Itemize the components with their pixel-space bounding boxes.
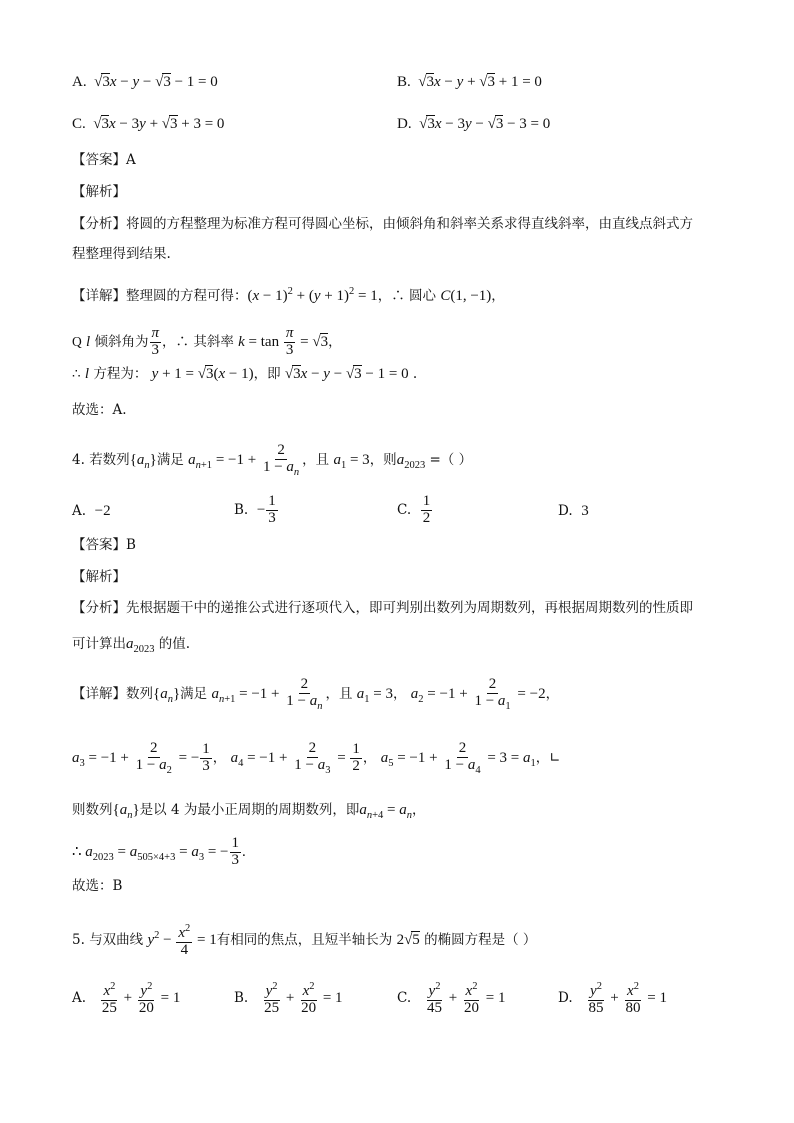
q4-option-a: A. −2 [72,503,111,519]
q4-option-c: C. $\frac{1}{2}$ [397,493,431,527]
l3-prefix: ∴ [72,366,81,382]
option-label: B. [234,502,249,518]
option-label: C. [72,116,86,132]
q3-option-c: C. √3x − 3y + √3 + 3 = 0 [72,116,225,132]
l2-text-2: ，∴ 其斜率 [162,334,234,350]
stem-part-2: 有相同的焦点，且短半轴长为 [216,932,393,948]
q4-choose: 故选：B [72,878,123,894]
xiangjie-tag: 【详解】 [72,288,126,304]
q4-answer [72,535,136,555]
xj-text-2: 满足 [180,686,208,702]
xj-text-1: 数列 [126,686,153,702]
q3-slope-line: Q l 倾斜角为 $\frac{\pi}{3}$ ，∴ 其斜率 k = tan $\frac{\pi}{3}$ = √3， [72,325,342,359]
q5-option-c: C. $\frac{y^2}{45}$ + $\frac{x^2}{20}$ = 1 [397,980,506,1016]
q4-period-line: 则数列$\{a_n\}$是以 4 为最小正周期的周期数列，即$a_{n+4} = a_n$， [72,802,426,821]
q3-option-b: B. √3x − y + √3 + 1 = 0 [397,74,542,90]
option-label: C. [397,990,412,1006]
q3-fenxi-line-2: 程整理得到结果. [72,246,171,262]
option-label: D. [558,503,573,519]
q4-option-b: B. − $\frac{1}{3}$ [234,493,276,527]
q3-answer [72,150,136,170]
stem-part-1: 与双曲线 [89,932,144,948]
fenxi-text: 将圆的方程整理为标准方程可得圆心坐标，由倾斜角和斜率关系求得直线斜率，由直线点斜式方 [126,216,693,232]
q4-fenxi-line-2: 可计算出$a_{2023}$ 的值. [72,636,191,655]
answer-value: B [126,537,136,553]
option-label: D. [558,990,573,1006]
q3-xiangjie-line: 【详解】整理圆的方程可得：$(x - 1)^2 + (y + 1)^2 = 1$，∴ 圆心 C(1, −1)， [72,286,505,304]
fenxi-text-b: 的值. [158,636,191,652]
period-text-2: 是以 4 为最小正周期的周期数列，即 [139,802,360,818]
stem-part-3: ，且 [302,452,330,468]
stem-part-4: ，则 [369,452,397,468]
q5-option-d: D. $\frac{y^2}{85}$ + $\frac{x^2}{80}$ = 1 [558,980,667,1016]
xiangjie-tag: 【详解】 [72,686,126,702]
l3-text-1: 方程为： [93,366,148,382]
option-label: B. [397,74,411,90]
q3-choose: 故选：A. [72,402,127,418]
option-label: B. [234,990,249,1006]
q3-option-d: D. √3x − 3y − √3 − 3 = 0 [397,116,551,132]
q5-stem: 5. 与双曲线 $y^2$ − $\frac{x^2}{4}$ = 1有相同的焦点，且短半轴长为 2√5 的椭圆方程是（ ） [72,922,537,958]
q4-analysis-tag: 【解析】 [72,569,126,585]
question-number: 4. [72,452,85,468]
q4-fenxi-line-1 [72,598,693,618]
fenxi-tag: 【分析】 [72,600,126,616]
option-label: C. [397,502,412,518]
option-label: A. [72,990,87,1006]
xiangjie-center-text: ，∴ 圆心 [377,288,437,304]
q4-xiangjie-line-2: $a_3 = -1$ + $\frac{2}{1 - a_2}$ = − $\frac{1}{3}$ ， $a_4 = -1$ + $\frac{2}{1 - a_3}$ = $\frac{1}{2}$ ， $a_5 = -1$ + $\frac{2}{1 - a_4}$ = $3 = a_1$，∟ [72,740,561,776]
q5-option-b: B. $\frac{y^2}{25}$ + $\frac{x^2}{20}$ = 1 [234,980,343,1016]
l3-text-2: ，即 [253,366,281,382]
stem-part-2: 满足 [156,452,184,468]
q5-option-a: A. $\frac{x^2}{25}$ + $\frac{y^2}{20}$ = 1 [72,980,181,1016]
q3-option-a: A. √3x − y − √3 − 1 = 0 [72,74,218,90]
answer-value: A [126,152,136,168]
q4-xiangjie-line-1: 【详解】数列$\{a_n\}$满足 $a_{n+1} = -1$ + $\frac{2}{1 - a_n}$ ，且 $a_1 = 3$， $a_2 = -1$ + $\frac{2}{1 - a_1}$ = −2， [72,676,560,712]
answer-tag: 【答案】 [72,152,126,168]
q4-stem: 4. 若数列$\{a_n\}$满足 $a_{n+1} = -1$ + $\frac{2}{1 - a_n}$ ，且 $a_1 = 3$，则$a_{2023}$ =（ ） [72,442,473,478]
option-label: D. [397,116,412,132]
question-number: 5. [72,932,85,948]
q3-line-eq: ∴ l 方程为： y + 1 = √3(x − 1)，即 √3x − y − √3 − 1 = 0 . [72,366,418,382]
period-text-1: 则数列 [72,802,113,818]
option-label: A. [72,503,87,519]
q3-analysis-tag: 【解析】 [72,184,126,200]
xiangjie-text: 整理圆的方程可得： [126,288,248,304]
l2-prefix: Q [72,334,82,349]
stem-part-1: 若数列 [89,452,130,468]
fenxi-text: 先根据题干中的递推公式进行逐项代入，即可判别出数列为周期数列，再根据周期数列的性质即 [126,600,693,616]
q4-result-line: ∴ $a_{2023} = a_{505\times 4+3} = a_3$ = − $\frac{1}{3}$ . [72,835,246,869]
stem-part-3: 的椭圆方程是（ ） [424,932,537,948]
l2-text-1: 倾斜角为 [94,334,149,350]
stem-part-5: =（ ） [429,452,473,468]
q3-fenxi-line-1 [72,214,693,234]
fenxi-tag: 【分析】 [72,216,126,232]
period-text-3: ， [411,802,426,818]
option-label: A. [72,74,87,90]
xj-text-3: ，且 [325,686,353,702]
answer-tag: 【答案】 [72,537,126,553]
q4-option-d: D. 3 [558,503,589,519]
fenxi-text-a: 可计算出 [72,636,126,652]
